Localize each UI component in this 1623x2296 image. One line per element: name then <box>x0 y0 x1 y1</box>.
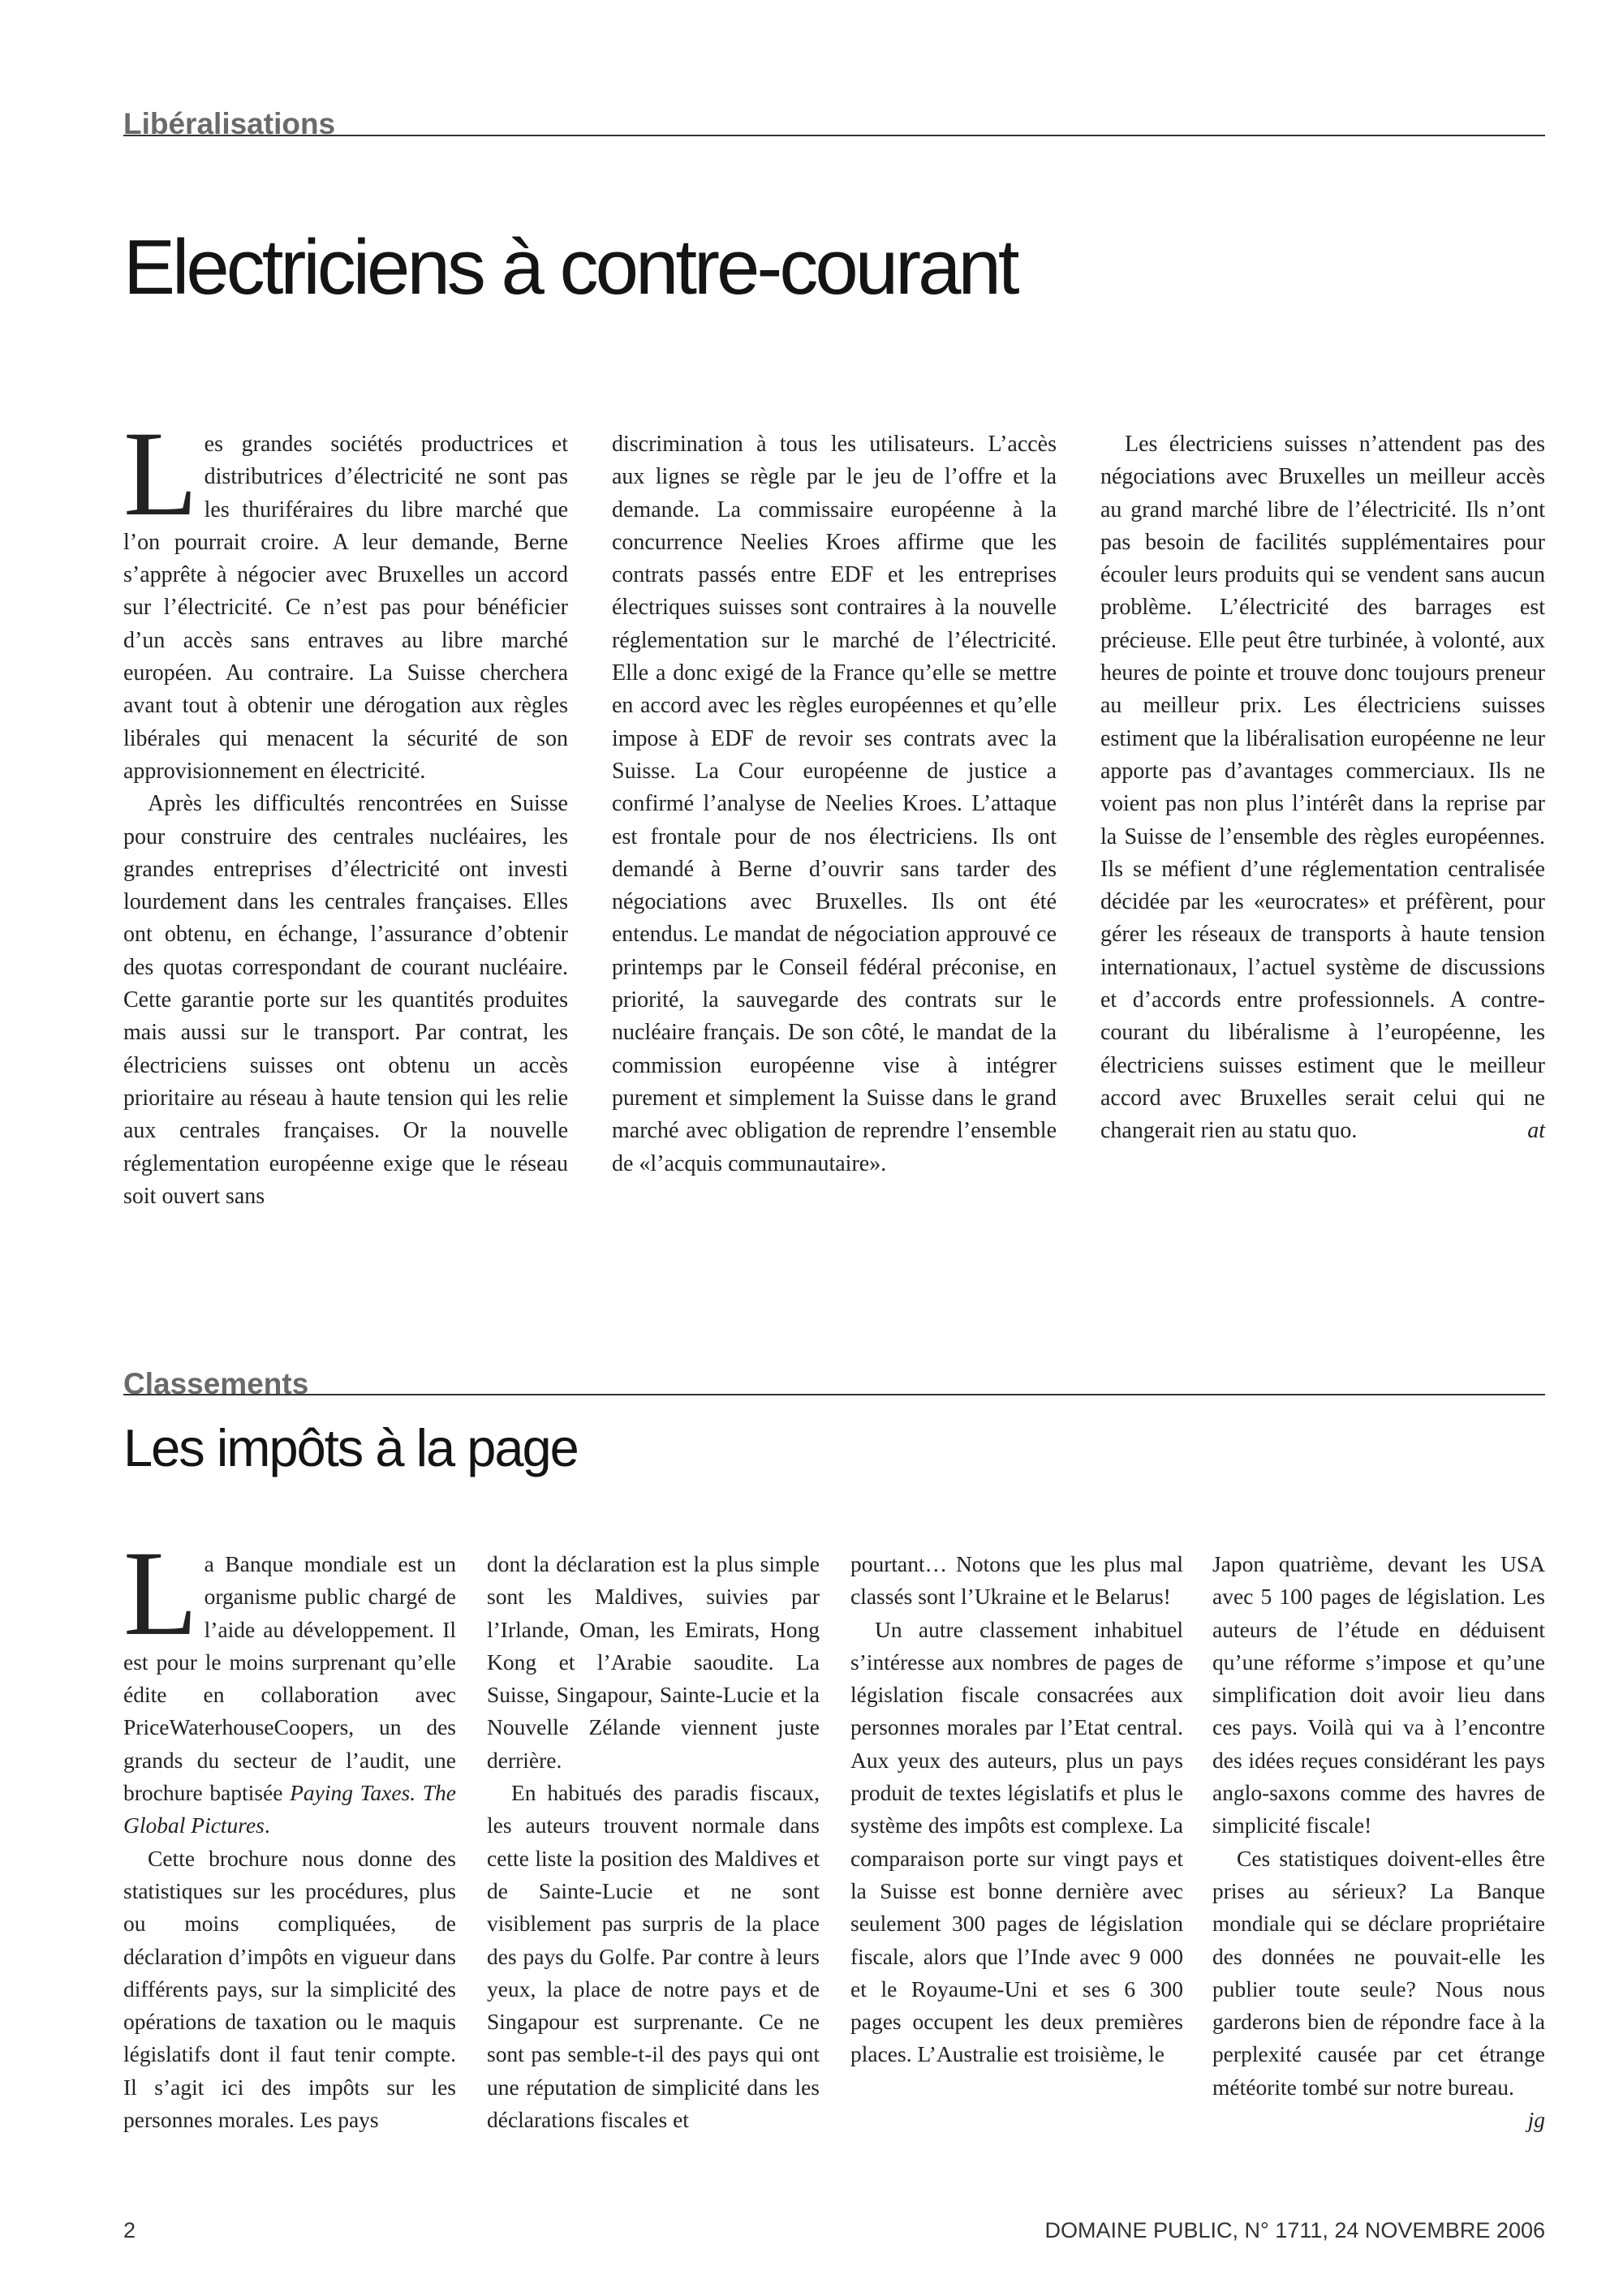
paragraph: En habitués des paradis fiscaux, les auteurs trouvent normale dans cette liste la position des Maldives et de Sainte-Lucie et ne sont visiblement pas surpris de la place des pays du Golfe. Par contre à leurs yeux, la place de notre pays et de Singapour est surprenante. Ce ne sont pas semble-t-il des pays qui ont une réputation de simplicité dans les déclarations fiscales et <box>487 1780 820 2133</box>
section-rule <box>123 135 1545 136</box>
paragraph-text: es grandes sociétés productrices et distributrices d’électricité ne sont pas les thuriféraires du libre marché que l’on pourrait croire. A leur demande, Berne s’apprête à négocier avec Bruxelles un accord sur l’électricité. Ce n’est pas pour bénéficier d’un accès sans entraves au libre marché européen. Au contraire. La Suisse cherchera avant tout à obtenir une dérogation aux règles libérales qui menacent la sécurité de son approvisionnement en électricité. <box>123 432 568 784</box>
paragraph <box>123 406 568 788</box>
section-rule <box>123 1394 1545 1395</box>
page-number: 2 <box>123 2218 136 2242</box>
article2-column-3 <box>850 1548 1183 2071</box>
paragraph <box>123 1526 457 1842</box>
paragraph: Un autre classement inhabituel s’intéresse aux nombres de pages de législation fiscale consacrées aux personnes morales par l’Etat central. Aux yeux des auteurs, plus un pays produit de textes législatifs et plus le système des impôts est complexe. La comparaison porte sur vingt pays et la Suisse est bonne dernière avec seulement 300 pages de législation fiscale, alors que l’Inde avec 9 000 et le Royaume-Uni et ses 6 300 pages occupent les deux premières places. L’Australie est troisième, le <box>850 1616 1183 2067</box>
author-signature: jg <box>1527 2107 1545 2133</box>
article2-column-4 <box>1212 1548 1545 2136</box>
publication-title: Paying Taxes. The Global Pictures <box>123 1780 457 1838</box>
paragraph-text: Ces statistiques doivent-elles être prises au sérieux? La Banque mondiale qui se déclare propriétaire des données ne pouvait-elle les publier toute seule? Nous nous garderons bien de répondre face à la perplexité causée par cet étrange météorite tombé sur notre bureau. <box>1212 1845 1545 2100</box>
paragraph <box>1100 428 1545 1148</box>
drop-cap: L <box>123 406 198 541</box>
drop-cap: L <box>123 1526 198 1661</box>
paragraph-text: Les électriciens suisses n’attendent pas des négociations avec Bruxelles un meilleur accès au grand marché libre de l’électricité. Ils n’ont pas besoin de facilités supplémentaires pour écouler leurs produits qui se vendent sans aucun problème. L’électricité des barrages est précieuse. Elle peut être turbinée, à volonté, aux heures de pointe et trouve donc toujours preneur au meilleur prix. Les électriciens suisses estiment que la libéralisation européenne ne leur apporte pas d’avantages commerciaux. Ils ne voient pas non plus l’intérêt dans la reprise par la Suisse de l’ensemble des règles européennes. Ils se méfient d’une réglementation centralisée décidée par les «eurocrates» et préfèrent, pour gérer les réseaux de transports à haute tension internationaux, l’actuel système de discussions et d’accords entre professionnels. A contre-courant du libéralisme à l’européenne, les électriciens suisses estiment que le meilleur accord avec Bruxelles serait celui qui ne changerait rien au statu quo. <box>1100 432 1545 1144</box>
paragraph <box>1212 1842 1545 2133</box>
paragraph-text: a Banque mondiale est un organisme public chargé de l’aide au développement. Il est pour le moins surprenant qu’elle édite en collaboration avec PriceWaterhouseCoopers, un des grands du secteur de l’audit, une brochure baptisée <box>123 1551 456 1806</box>
paragraph: pourtant… Notons que les plus mal classés sont l’Ukraine et le Belarus! <box>850 1551 1183 1610</box>
article1-column-1 <box>123 406 568 1213</box>
article-title: Electriciens à contre-courant <box>123 224 1017 311</box>
paragraph: Cette brochure nous donne des statistiques sur les procédures, plus ou moins compliquées, de déclaration d’impôts en vigueur dans différents pays, sur la simplicité des opérations de taxation ou le maquis législatifs dont il faut tenir compte. Il s’agit ici des impôts sur les personnes morales. Les pays <box>123 1845 456 2133</box>
paragraph: Japon quatrième, devant les USA avec 5 100 pages de législation. Les auteurs de l’étude en déduisent qu’une réforme s’impose et qu’une simplification doit avoir lieu dans ces pays. Voilà qui va à l’encontre des idées reçues considérant les pays anglo-saxons comme des havres de simplicité fiscale! <box>1212 1551 1545 1838</box>
article-title: Les impôts à la page <box>123 1418 578 1477</box>
section-label-liberalisations: Libéralisations <box>123 107 336 140</box>
article1-column-2 <box>612 428 1057 1180</box>
publication-info: DOMAINE PUBLIC, N° 1711, 24 NOVEMBRE 2006 <box>1044 2218 1545 2242</box>
article1-column-3 <box>1100 428 1545 1148</box>
article2-column-2 <box>487 1548 820 2136</box>
paragraph: discrimination à tous les utilisateurs. L’accès aux lignes se règle par le jeu de l’offre et la demande. La commissaire européenne à la concurrence Neelies Kroes affirme que les contrats passés entre EDF et les entreprises électriques suisses sont contraires à la nouvelle réglementation sur le marché de l’électricité. Elle a donc exigé de la France qu’elle se mettre en accord avec les règles européennes et qu’elle impose à EDF de revoir ses contrats avec la Suisse. La Cour européenne de justice a confirmé l’analyse de Neelies Kroes. L’attaque est frontale pour de nos électriciens. Ils ont demandé à Berne d’ouvrir sans tarder des négociations avec Bruxelles. Ils ont été entendus. Le mandat de négociation approuvé ce printemps par le Conseil fédéral préconise, en priorité, la sauvegarde des contrats sur le nucléaire français. De son côté, le mandat de la commission européenne vise à intégrer purement et simplement la Suisse dans le grand marché avec obligation de reprendre l’ensemble de «l’acquis communautaire». <box>612 432 1057 1176</box>
article2-column-1 <box>123 1526 457 2136</box>
paragraph: Après les difficultés rencontrées en Suisse pour construire des centrales nucléaires, les grandes entreprises d’électricité ont investi lourdement dans les centrales françaises. Elles ont obtenu, en échange, l’assurance d’obtenir des quotas correspondant de courant nucléaire. Cette garantie porte sur les quantités produites mais aussi sur le transport. Par contrat, les électriciens suisses ont obtenu un accès prioritaire au réseau à haute tension qui les relie aux centrales françaises. Or la nouvelle réglementation européenne exige que le réseau soit ouvert sans <box>123 791 568 1209</box>
paragraph-text: . <box>264 1812 270 1838</box>
author-signature: at <box>1527 1118 1545 1144</box>
paragraph: dont la déclaration est la plus simple sont les Maldives, suivies par l’Irlande, Oman, les Emirats, Hong Kong et l’Arabie saoudite. La Suisse, Singapour, Sainte-Lucie et la Nouvelle Zélande viennent juste derrière. <box>487 1551 820 1773</box>
section-label-classements: Classements <box>123 1367 309 1400</box>
